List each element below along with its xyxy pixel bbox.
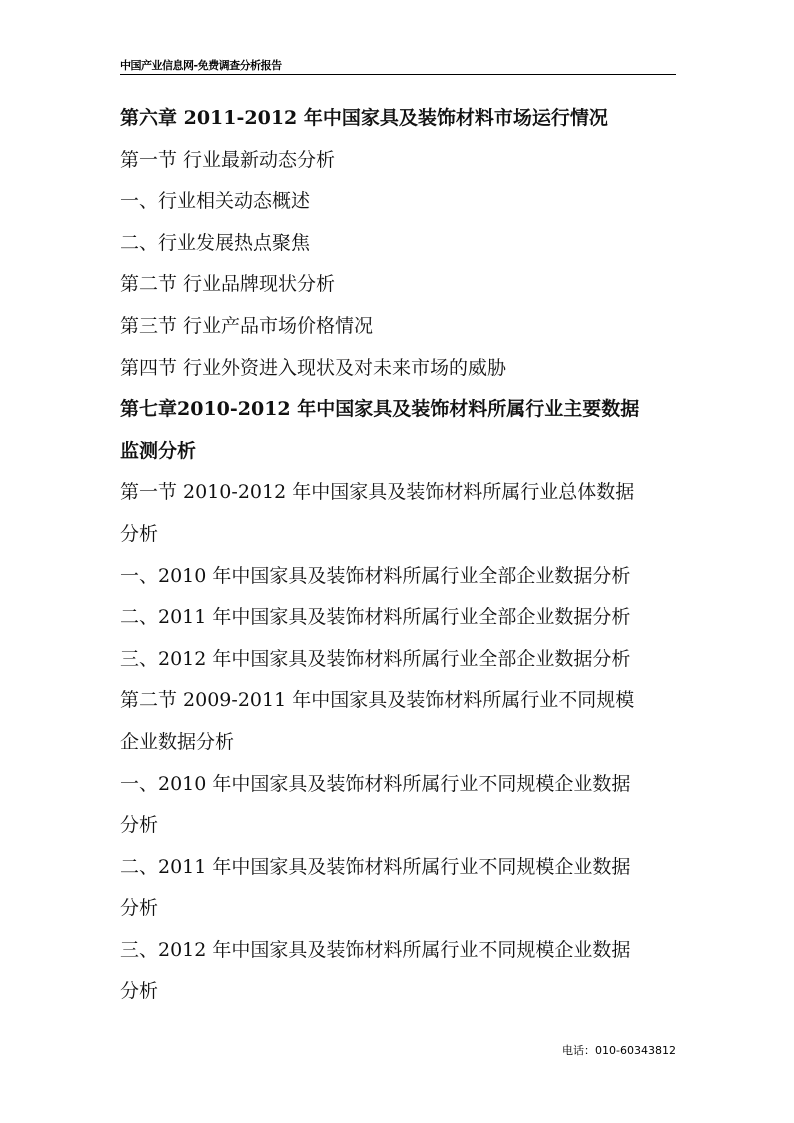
footer-phone: 电话：010-60343812: [562, 1044, 676, 1057]
document-body: [120, 98, 680, 1013]
toc-line: 分析: [120, 522, 159, 545]
toc-line: 第六章 2011-2012 年中国家具及装饰材料市场运行情况: [120, 107, 608, 129]
toc-line: 二、行业发展热点聚焦: [120, 231, 311, 254]
toc-line: 二、2011 年中国家具及装饰材料所属行业不同规模企业数据: [120, 855, 631, 878]
toc-line: 三、2012 年中国家具及装饰材料所属行业不同规模企业数据: [120, 938, 631, 961]
toc-line: 第二节 行业品牌现状分析: [120, 273, 336, 296]
toc-line: 一、2010 年中国家具及装饰材料所属行业不同规模企业数据: [120, 772, 631, 795]
toc-line: 监测分析: [120, 439, 197, 462]
toc-line: 三、2012 年中国家具及装饰材料所属行业全部企业数据分析: [120, 647, 631, 670]
toc-line: 第四节 行业外资进入现状及对未来市场的威胁: [120, 356, 507, 379]
header-title: 中国产业信息网-免费调查分析报告: [120, 59, 282, 72]
toc-line: 第一节 行业最新动态分析: [120, 148, 336, 171]
page-header: [120, 52, 676, 75]
toc-line: 一、行业相关动态概述: [120, 190, 311, 213]
toc-line: 分析: [120, 980, 159, 1003]
toc-line: 二、2011 年中国家具及装饰材料所属行业全部企业数据分析: [120, 606, 631, 629]
toc-line: 分析: [120, 814, 159, 837]
toc-line: 分析: [120, 897, 159, 920]
toc-line: 第三节 行业产品市场价格情况: [120, 314, 374, 337]
toc-line: 第一节 2010-2012 年中国家具及装饰材料所属行业总体数据: [120, 481, 635, 504]
toc-line: 第七章2010-2012 年中国家具及装饰材料所属行业主要数据: [120, 398, 640, 421]
toc-line: 一、2010 年中国家具及装饰材料所属行业全部企业数据分析: [120, 564, 631, 587]
toc-line: 企业数据分析: [120, 730, 235, 753]
toc-line: 第二节 2009-2011 年中国家具及装饰材料所属行业不同规模: [120, 689, 635, 712]
